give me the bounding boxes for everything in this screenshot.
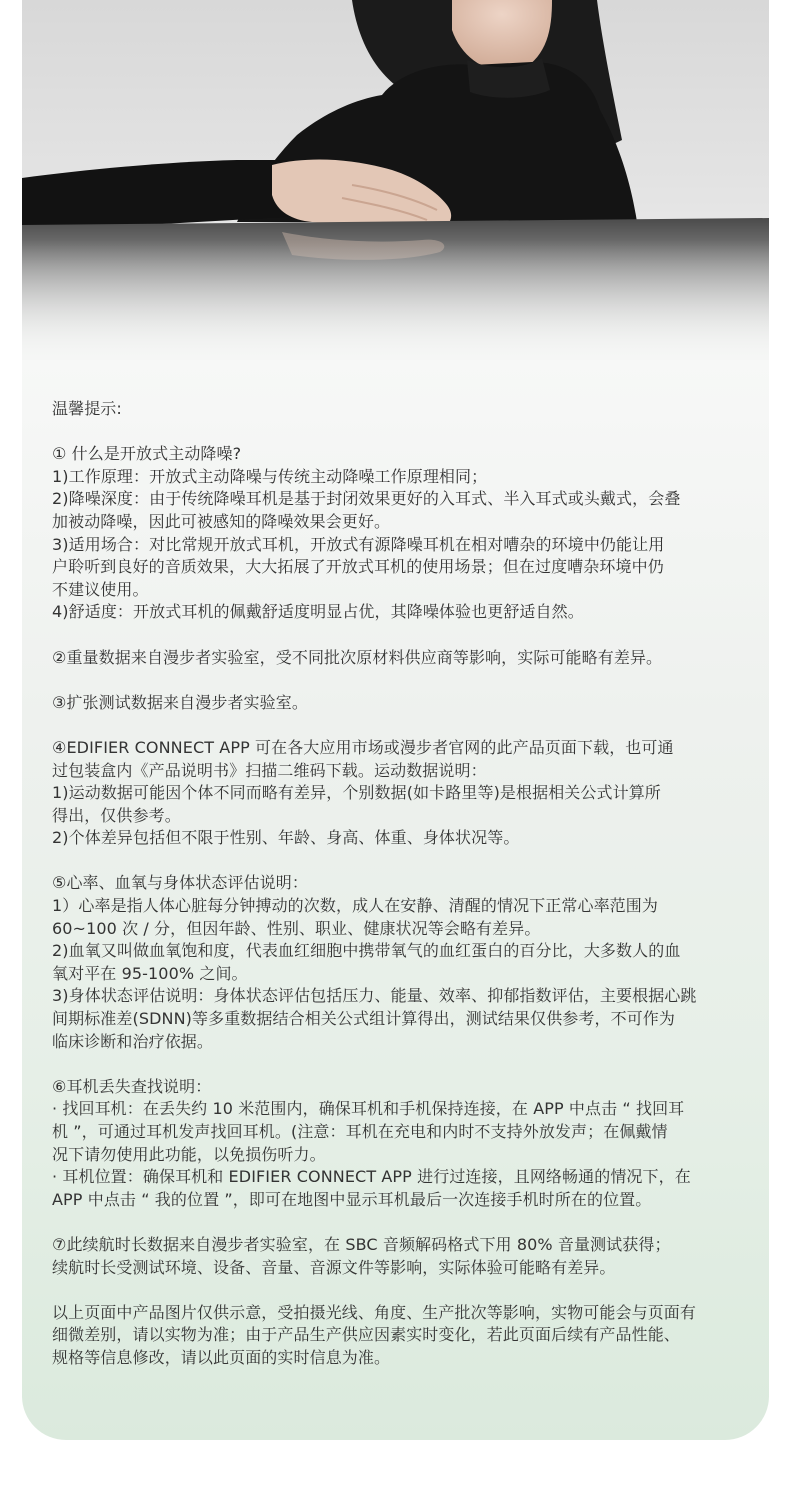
note-5-line: 60~100 次 / 分，但因年龄、性别、职业、健康状况等会略有差异。 (52, 918, 541, 938)
content-card (22, 0, 769, 1440)
note-4-line: 过包装盒内《产品说明书》扫描二维码下载。运动数据说明： (52, 760, 487, 780)
tips-section (52, 398, 744, 1370)
note-5-line: 临床诊断和治疗依据。 (52, 1031, 214, 1051)
note-5-line: 1）心率是指人体心脏每分钟搏动的次数，成人在安静、清醒的情况下正常心率范围为 (52, 896, 658, 916)
spacer (52, 850, 744, 873)
note-6-line: 况下请勿使用此功能，以免损伤听力。 (52, 1144, 326, 1164)
note-1-line: 加被动降噪，因此可被感知的降噪效果会更好。 (52, 511, 391, 531)
spacer (52, 1053, 744, 1076)
tips-heading: 温馨提示: (52, 399, 122, 418)
note-1-line: 户聆听到良好的音质效果，大大拓展了开放式耳机的使用场景；但在过度嘈杂环境中仍 (52, 557, 664, 577)
note-1-line: 1)工作原理：开放式主动降噪与传统主动降噪工作原理相同； (52, 466, 488, 486)
note-7-line: 续航时长受测试环境、设备、音量、音源文件等影响，实际体验可能略有差异。 (52, 1257, 616, 1277)
spacer (52, 624, 744, 647)
spacer (52, 1279, 744, 1302)
note-6-line: APP 中点击 “ 我的位置 ”，即可在地图中显示耳机最后一次连接手机时所在的位置。 (52, 1189, 652, 1209)
note-5-line: 氧对平在 95-100% 之间。 (52, 963, 248, 983)
note-1-line: 2)降噪深度：由于传统降噪耳机是基于封闭效果更好的入耳式、半入耳式或头戴式，会叠 (52, 489, 681, 509)
note-1-line: 不建议使用。 (52, 579, 149, 599)
disclaimer-line: 以上页面中产品图片仅供示意，受拍摄光线、角度、生产批次等影响，实物可能会与页面有 (52, 1302, 697, 1322)
note-6-line: 机 ”，可通过耳机发声找回耳机。(注意：耳机在充电和内时不支持外放发声；在佩戴情 (52, 1122, 668, 1141)
note-1-line: 3)适用场合：对比常规开放式耳机，开放式有源降噪耳机在相对嘈杂的环境中仍能让用 (52, 534, 665, 554)
disclaimer-line: 细微差别，请以实物为准；由于产品生产供应因素实时变化，若此页面后续有产品性能、 (52, 1325, 680, 1345)
note-5-line: 3)身体状态评估说明：身体状态评估包括压力、能量、效率、抑郁指数评估，主要根据心跳 (52, 986, 697, 1006)
note-5-line: 间期标准差(SDNN)等多重数据结合相关公式组计算得出，测试结果仅供参考，不可作为 (52, 1009, 675, 1029)
note-1-title: ① 什么是开放式主动降噪? (52, 444, 242, 464)
disclaimer-line: 规格等信息修改，请以此页面的实时信息为准。 (52, 1347, 391, 1367)
note-5-line: 2)血氧又叫做血氧饱和度，代表血红细胞中携带氧气的血红蛋白的百分比，大多数人的血 (52, 941, 681, 961)
note-6-line: · 耳机位置：确保耳机和 EDIFIER CONNECT APP 进行过连接，且网络畅通的情况下，在 (52, 1167, 691, 1187)
note-4-line: 得出，仅供参考。 (52, 805, 181, 825)
spacer (52, 1211, 744, 1234)
note-5-title: ⑤心率、血氧与身体状态评估说明： (52, 873, 308, 893)
spacer (52, 669, 744, 692)
note-6-line: · 找回耳机：在丢失约 10 米范围内，确保耳机和手机保持连接，在 APP 中点击 “ 找回耳 (52, 1099, 685, 1119)
spacer (52, 714, 744, 737)
note-4-line: 2)个体差异包括但不限于性别、年龄、身高、体重、身体状况等。 (52, 828, 520, 848)
note-3: ③扩张测试数据来自漫步者实验室。 (52, 692, 308, 712)
note-7-line: ⑦此续航时长数据来自漫步者实验室，在 SBC 音频解码格式下用 80% 音量测试获得； (52, 1234, 671, 1254)
spacer (52, 421, 744, 444)
note-4-line: ④EDIFIER CONNECT APP 可在各大应用市场或漫步者官网的此产品页面下载，也可通 (52, 737, 674, 757)
note-1-line: 4)舒适度：开放式耳机的佩戴舒适度明显占优，其降噪体验也更舒适自然。 (52, 602, 584, 622)
woman-portrait-image (22, 0, 769, 360)
note-6-title: ⑥耳机丢失查找说明： (52, 1076, 212, 1096)
note-2: ②重量数据来自漫步者实验室，受不同批次原材料供应商等影响，实际可能略有差异。 (52, 647, 663, 667)
hero-photo (22, 0, 769, 360)
note-4-line: 1)运动数据可能因个体不同而略有差异，个别数据(如卡路里等)是根据相关公式计算所 (52, 783, 661, 803)
